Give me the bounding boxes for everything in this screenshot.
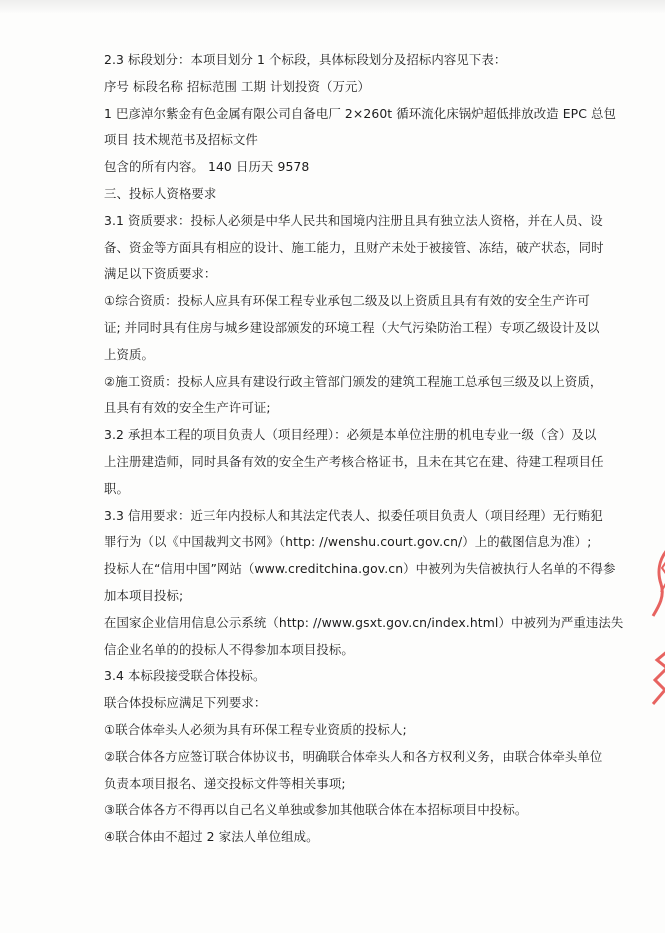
table-row-1-part-2: 项目 技术规范书及招标文件 xyxy=(104,132,258,148)
paragraph-3-3-line-6: 信企业名单的的投标人不得参加本项目投标。 xyxy=(104,641,354,657)
item-comprehensive-qualification-line-3: 上资质。 xyxy=(104,346,154,362)
table-row-1-part-1: 1 巴彦淖尔紫金有色金属有限公司自备电厂 2×260t 循环流化床锅炉超低排放改造 EPC 总包 xyxy=(104,105,616,121)
section-3-heading: 三、投标人资格要求 xyxy=(104,185,217,201)
paragraph-3-1-line-2: 备、资金等方面具有相应的设计、施工能力，且财产未处于被接管、冻结，破产状态，同时 xyxy=(104,239,604,255)
red-seal-fragment-bottom xyxy=(647,648,665,708)
table-header-row: 序号 标段名称 招标范围 工期 计划投资（万元） xyxy=(104,78,370,94)
section-2-3-heading: 2.3 标段划分：本项目划分 1 个标段，具体标段划分及招标内容见下表： xyxy=(104,52,507,67)
consortium-requirements-intro: 联合体投标应满足下列要求： xyxy=(104,695,267,711)
paragraph-3-3-line-2: 罪行为（以《中国裁判文书网》（http: //wenshu.court.gov.cn/）上的截图信息为准）; xyxy=(104,534,592,550)
paragraph-3-1-line-1: 3.1 资质要求：投标人必须是中华人民共和国境内注册且具有独立法人资格，并在人员、设 xyxy=(104,212,603,228)
paragraph-3-1-line-3: 满足以下资质要求： xyxy=(104,266,217,282)
item-construction-qualification-line-1: ②施工资质：投标人应具有建设行政主管部门颁发的建筑工程施工总承包三级及以上资质， xyxy=(104,373,603,389)
scan-edge-shadow xyxy=(0,0,665,14)
table-row-1-part-3: 包含的所有内容。 140 日历天 9578 xyxy=(104,159,310,175)
item-comprehensive-qualification-line-2: 证; 并同时具有住房与城乡建设部颁发的环境工程（大气污染防治工程）专项乙级设计及以 xyxy=(104,319,600,335)
item-construction-qualification-line-2: 且具有有效的安全生产许可证; xyxy=(104,400,271,416)
document-body xyxy=(104,47,624,851)
paragraph-3-3-line-1: 3.3 信用要求：近三年内投标人和其法定代表人、拟委任项目负责人（项目经理）无行贿犯 xyxy=(104,507,603,523)
consortium-item-4: ④联合体由不超过 2 家法人单位组成。 xyxy=(104,829,319,845)
paragraph-3-3-line-5: 在国家企业信用信息公示系统（http: //www.gsxt.gov.cn/index.html）中被列为严重违法失 xyxy=(104,614,624,630)
paragraph-3-3-line-4: 加本项目投标; xyxy=(104,587,184,603)
consortium-item-3: ③联合体各方不得再以自己名义单独或参加其他联合体在本招标项目中投标。 xyxy=(104,802,528,818)
paragraph-3-2-line-2: 上注册建造师，同时具备有效的安全生产考核合格证书，且未在其它在建、待建工程项目任 xyxy=(104,453,604,469)
paragraph-3-4-heading: 3.4 本标段接受联合体投标。 xyxy=(104,668,266,684)
consortium-item-2-line-1: ②联合体各方应签订联合体协议书，明确联合体牵头人和各方权利义务，由联合体牵头单位 xyxy=(104,748,603,764)
paragraph-3-2-line-1: 3.2 承担本工程的项目负责人（项目经理）：必须是本单位注册的机电专业一级（含）及以 xyxy=(104,427,597,443)
item-comprehensive-qualification-line-1: ①综合资质：投标人应具有环保工程专业承包二级及以上资质且具有有效的安全生产许可 xyxy=(104,293,590,309)
paragraph-3-2-line-3: 职。 xyxy=(104,480,129,496)
consortium-item-2-line-2: 负责本项目报名、递交投标文件等相关事项; xyxy=(104,775,346,791)
red-seal-fragment-top xyxy=(647,548,665,618)
paragraph-3-3-line-3: 投标人在“信用中国”网站（www.creditchina.gov.cn）中被列为失信被执行人名单的不得参 xyxy=(104,561,616,577)
consortium-item-1: ①联合体牵头人必须为具有环保工程专业资质的投标人; xyxy=(104,721,407,737)
